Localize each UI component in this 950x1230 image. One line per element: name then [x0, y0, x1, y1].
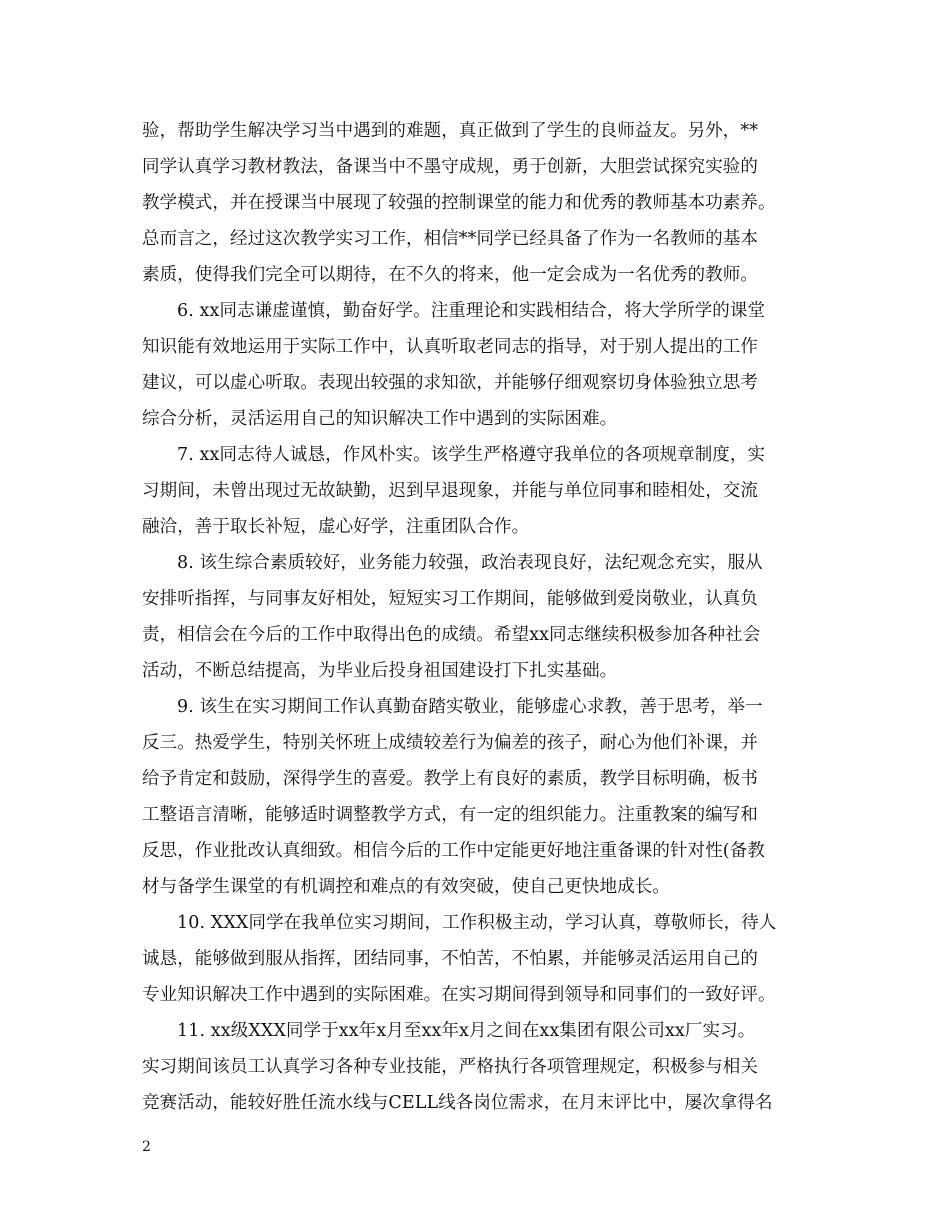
paragraph-9-start: 9. 该生在实习期间工作认真勤奋踏实敬业，能够虚心求教，善于思考，举一 — [177, 697, 763, 717]
document-body — [142, 113, 810, 1121]
paragraph-8-start: 8. 该生综合素质较好，业务能力较强，政治表现良好，法纪观念充实，服从 — [177, 553, 763, 573]
text-line: 给予肯定和鼓励，深得学生的喜爱。教学上有良好的素质，教学目标明确，板书 — [142, 769, 758, 789]
text-line: 同学认真学习教材教法，备课当中不墨守成规，勇于创新，大胆尝试探究实验的 — [142, 157, 758, 177]
paragraph-10-start: 10. XXX同学在我单位实习期间，工作积极主动，学习认真，尊敬师长，待人 — [177, 913, 777, 933]
paragraph-11-start: 11. xx级XXX同学于xx年x月至xx年x月之间在xx集团有限公司xx厂实习。 — [177, 1021, 756, 1041]
text-line: 竞赛活动，能较好胜任流水线与CELL线各岗位需求，在月末评比中，屡次拿得名 — [142, 1093, 773, 1113]
paragraph-7-start: 7. xx同志待人诚恳，作风朴实。该学生严格遵守我单位的各项规章制度，实 — [177, 445, 766, 465]
text-line: 反三。热爱学生，特别关怀班上成绩较差行为偏差的孩子，耐心为他们补课，并 — [142, 733, 758, 753]
text-line: 验，帮助学生解决学习当中遇到的难题，真正做到了学生的良师益友。另外，** — [142, 121, 759, 141]
text-line: 材与备学生课堂的有机调控和难点的有效突破，使自己更快地成长。 — [142, 877, 670, 897]
text-line: 建议，可以虚心听取。表现出较强的求知欲，并能够仔细观察切身体验独立思考 — [142, 373, 758, 393]
text-line: 反思，作业批改认真细致。相信今后的工作中定能更好地注重备课的针对性(备教 — [142, 841, 765, 861]
text-line: 知识能有效地运用于实际工作中，认真听取老同志的指导，对于别人提出的工作 — [142, 337, 758, 357]
text-line: 习期间，未曾出现过无故缺勤，迟到早退现象，并能与单位同事和睦相处，交流 — [142, 481, 758, 501]
text-line: 实习期间该员工认真学习各种专业技能，严格执行各项管理规定，积极参与相关 — [142, 1057, 758, 1077]
page-number: 2 — [142, 1139, 151, 1155]
text-line: 责，相信会在今后的工作中取得出色的成绩。希望xx同志继续积极参加各种社会 — [142, 625, 761, 645]
paragraph-6-start: 6. xx同志谦虚谨慎，勤奋好学。注重理论和实践相结合，将大学所学的课堂 — [177, 301, 766, 321]
text-line: 总而言之，经过这次教学实习工作，相信**同学已经具备了作为一名教师的基本 — [142, 229, 759, 249]
text-line: 工整语言清晰，能够适时调整教学方式，有一定的组织能力。注重教案的编写和 — [142, 805, 758, 825]
text-line: 素质，使得我们完全可以期待，在不久的将来，他一定会成为一名优秀的教师。 — [142, 265, 758, 285]
text-line: 专业知识解决工作中遇到的实际困难。在实习期间得到领导和同事们的一致好评。 — [142, 985, 776, 1005]
text-line: 安排听指挥，与同事友好相处，短短实习工作期间，能够做到爱岗敬业，认真负 — [142, 589, 758, 609]
text-line: 诚恳，能够做到服从指挥，团结同事，不怕苦，不怕累，并能够灵活运用自己的 — [142, 949, 758, 969]
text-line: 融洽，善于取长补短，虚心好学，注重团队合作。 — [142, 517, 530, 537]
text-line: 综合分析，灵活运用自己的知识解决工作中遇到的实际困难。 — [142, 409, 618, 429]
text-line: 教学模式，并在授课当中展现了较强的控制课堂的能力和优秀的教师基本功素养。 — [142, 193, 776, 213]
text-line: 活动，不断总结提高，为毕业后投身祖国建设打下扎实基础。 — [142, 661, 618, 681]
